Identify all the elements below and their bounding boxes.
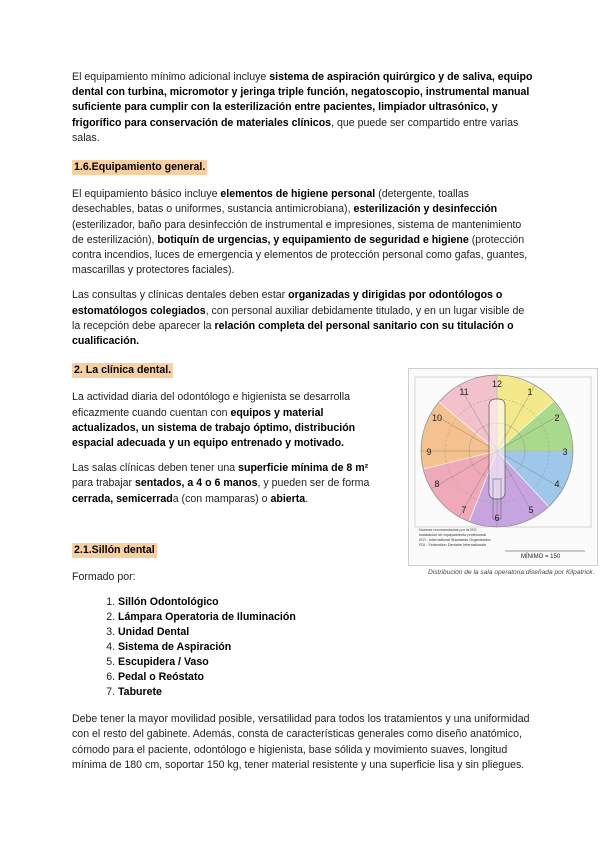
- bold-text: botiquín de urgencias, y equipamiento de seguridad e higiene: [157, 233, 469, 246]
- section-1-6-paragraph-2: [72, 288, 534, 349]
- list-item: [118, 685, 534, 700]
- list-item: [118, 655, 534, 670]
- legend-line: ISO - International Standards Organization: [419, 538, 491, 542]
- bold-text: cerrada, semicerrad: [72, 492, 173, 505]
- text: (protección contra incendios, luces de emergencia y elementos de protección personal como gafas, guantes, mascarillas y protectores faciales).: [72, 233, 528, 277]
- list-item-label: Sillón Odontológico: [118, 596, 219, 609]
- diagram-legend: [419, 528, 491, 547]
- bold-text: relación completa del personal sanitario con su titulación o cualificación.: [72, 319, 514, 348]
- list-item: [118, 670, 534, 685]
- section-1-6-paragraph-1: [72, 187, 534, 278]
- text: La actividad diaria del odontólogo e higienista se desarrolla eficazmente cuando cuentan con: [72, 391, 350, 419]
- list-item-label: Unidad Dental: [118, 626, 190, 639]
- list-item-label: Sistema de Aspiración: [118, 641, 232, 654]
- list-item: [118, 610, 534, 625]
- text: El equipamiento básico incluye: [72, 188, 221, 201]
- clock-number: 6: [494, 513, 500, 523]
- text: , con personal auxiliar debidamente titulado, y en un lugar visible de la recepción debe aparecer la: [72, 304, 525, 332]
- minimo-label: MÍNIMO = 150: [521, 554, 561, 560]
- list-item: [118, 595, 534, 610]
- text: Las consultas y clínicas dentales deben estar: [72, 289, 289, 302]
- figure-caption: Distribución de la sala operatoria diseñada por Kilpatrick.: [428, 569, 595, 576]
- clock-number: 10: [431, 413, 443, 423]
- clock-number: 1: [527, 387, 533, 397]
- section-2-paragraph-1: [72, 390, 392, 451]
- list-item-label: Escupidera / Vaso: [118, 656, 209, 669]
- text: (esterilizador, baño para desinfección de instrumental e impresiones, sistema de mantenimiento de esterilización),: [72, 218, 522, 246]
- dental-chair-outline: [489, 399, 505, 499]
- list-item-label: Lámpara Operatoria de Iluminación: [118, 611, 296, 624]
- text: a (con mamparas) o: [172, 492, 271, 505]
- intro-text-1: El equipamiento mínimo adicional incluye: [72, 71, 270, 83]
- list-item: [118, 625, 534, 640]
- intro-paragraph: [72, 70, 534, 146]
- clock-number: 5: [528, 505, 534, 515]
- clock-number: 3: [562, 447, 568, 457]
- intro-bold-1: sistema de aspiración quirúrgico y de saliva, equipo dental con turbina, micromotor y jeringa triple función, negatoscopio, instrumental manual suficiente para cumplir con la esterilización entre pacientes, limpiador ultrasónico, y frigorífico para conservación de materiales clínicos: [72, 71, 533, 129]
- text: (detergente, toallas desechables, batas o uniformes, sustancia antimicrobiana),: [72, 188, 469, 216]
- list-item-label: Pedal o Reóstato: [118, 671, 204, 684]
- document-page: [72, 70, 595, 783]
- section-heading-2: 2. La clínica dental.: [72, 363, 173, 378]
- clock-number: 9: [426, 447, 432, 457]
- bold-text: equipos y material actualizados, un sistema de trabajo óptimo, distribución espacial adecuada y un equipo entrenado y motivado.: [72, 406, 356, 450]
- legend-line: Instalación de equipamiento profesional: [419, 533, 486, 537]
- section-heading-1-6: 1.6.Equipamiento general.: [72, 160, 207, 175]
- bold-text: abierta: [270, 492, 306, 505]
- bold-text: sentados, a 4 o 6 manos: [135, 477, 258, 490]
- clock-number: 11: [459, 387, 469, 397]
- section-heading-2-1: 2.1.Sillón dental: [72, 543, 157, 558]
- bold-text: esterilización y desinfección: [353, 203, 498, 216]
- bold-text: elementos de higiene personal: [220, 188, 376, 201]
- section-2-1-intro: Formado por:: [72, 571, 136, 584]
- bold-text: organizadas y dirigidas por odontólogos o estomatólogos colegiados: [72, 289, 503, 317]
- intro-text-2: , que puede ser compartido entre varias salas.: [72, 116, 519, 144]
- text: Las salas clínicas deben tener una: [72, 462, 239, 475]
- operatory-diagram: [408, 368, 598, 566]
- clock-number: 7: [461, 505, 467, 515]
- list-item-label: Taburete: [118, 686, 162, 699]
- text: .: [305, 492, 309, 505]
- text: para trabajar: [72, 477, 136, 490]
- clock-diagram-svg: [409, 369, 597, 565]
- list-item: [118, 640, 534, 655]
- section-2-text: [72, 390, 392, 506]
- chair-components-list: [72, 595, 534, 700]
- section-2-1-closing: Debe tener la mayor movilidad posible, versatilidad para todos los tratamientos y una uniformidad con el resto del gabinete. Además, consta de características generales como diseño anatómico, cómodo para el paciente, odontólogo e higienista, base sólida y movimiento suaves, longitud mínima de 180 cm, soportar 150 kg, tener material resistente y una superficie lisa y sin pliegues.: [72, 713, 530, 771]
- section-2-paragraph-2: [72, 461, 392, 507]
- text: , y pueden ser de forma: [257, 477, 370, 490]
- clock-number: 8: [434, 479, 440, 489]
- clock-number: 12: [491, 379, 503, 389]
- legend-line: FDI - Federation Dentaire Internationale: [419, 543, 487, 547]
- clock-number: 4: [554, 479, 560, 489]
- operatory-diagram-figure: [408, 368, 598, 577]
- legend-line: Normas recomendadas por la ISO: [419, 528, 477, 532]
- bold-text: superficie mínima de 8 m²: [238, 462, 369, 475]
- clock-number: 2: [554, 413, 560, 423]
